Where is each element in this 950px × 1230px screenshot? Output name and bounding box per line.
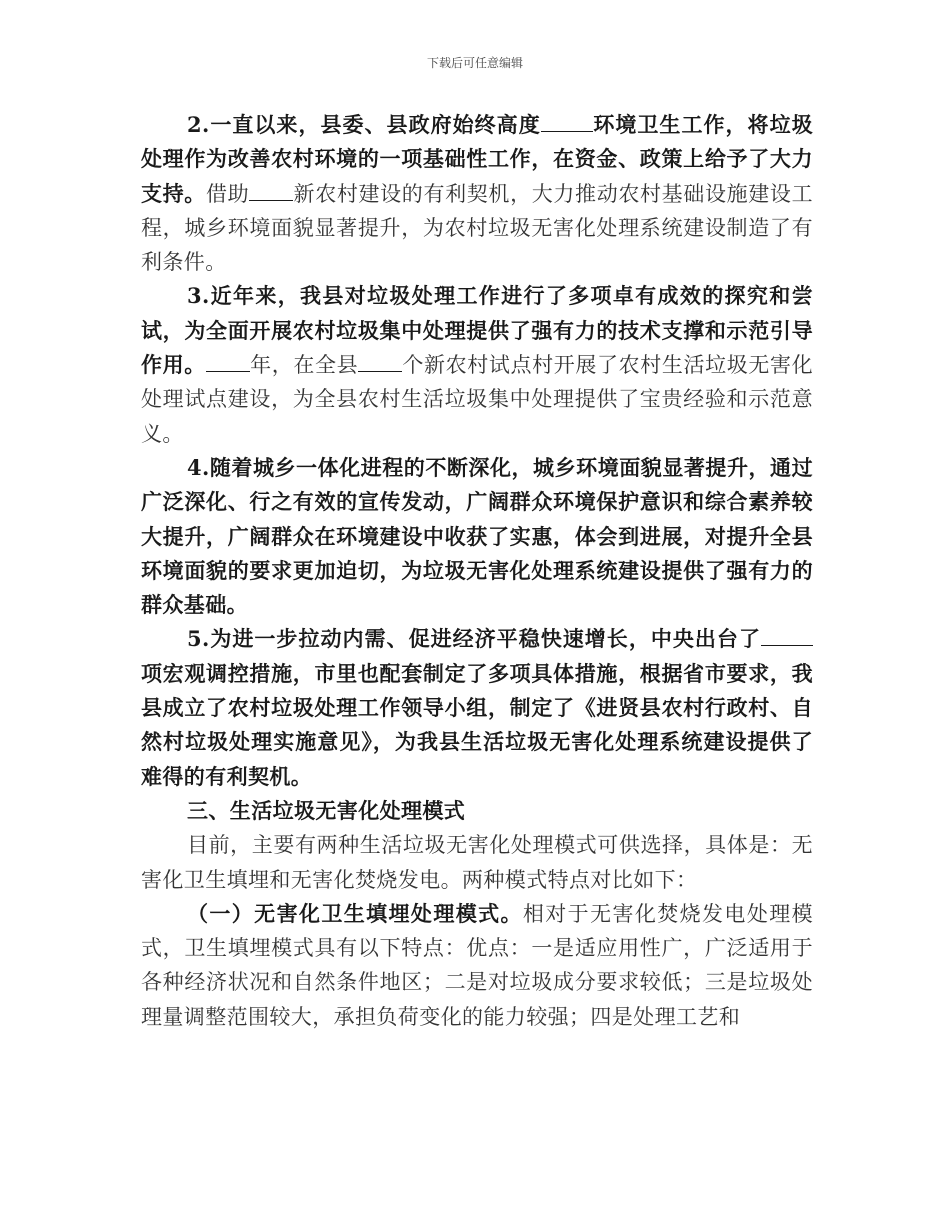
paragraph-6: 目前，主要有两种生活垃圾无害化处理模式可供选择，具体是：无害化卫生填埋和无害化焚烧发电。两种模式特点对比如下： bbox=[141, 833, 813, 892]
paragraph-5-text-b: 项宏观调控措施，市里也配套制定了多项具体措施，根据省市要求，我县成立了农村垃圾处理工作领导小组，制定了《进贤县农村行政村、自然村垃圾处理实施意见》，为我县生活垃圾无害化处理系统建设提供了难得的有利契机。 bbox=[141, 660, 813, 789]
fill-blank bbox=[761, 627, 813, 646]
paragraph-2-text-a: 2.一直以来，县委、县政府始终高度 bbox=[187, 112, 541, 137]
paragraph-7-text: 相对于无害化焚烧发电处理模式，卫生填埋模式具有以下特点：优点：一是适应用性广，广泛适用于各种经济状况和自然条件地区；二是对垃圾成分要求较低；三是垃圾处理量调整范围较大，承担负荷变化的能力较强；四是处理工艺和 bbox=[141, 901, 813, 1029]
paragraph-2 bbox=[141, 108, 813, 279]
paragraph-2-text-d: 新农村建设的有利契机，大力推动农村基础设施建设工程，城乡环境面貌显著提升，为农村垃圾无害化处理系统建设制造了有利条件。 bbox=[141, 181, 813, 275]
subsection-heading: （一）无害化卫生填埋处理模式。 bbox=[187, 900, 523, 926]
paragraph-3-text-b: 年，在全县 bbox=[249, 353, 359, 378]
paragraph-4: 4.随着城乡一体化进程的不断深化，城乡环境面貌显著提升，通过广泛深化、行之有效的宣传发动，广阔群众环境保护意识和综合素养较大提升，广阔群众在环境建设中收获了实惠，体会到进展，对提升全县环境面貌的要求更加迫切，为垃圾无害化处理系统建设提供了强有力的群众基础。 bbox=[141, 454, 813, 618]
document-body bbox=[141, 108, 813, 1034]
paragraph-5 bbox=[141, 622, 813, 793]
paragraph-3 bbox=[141, 279, 813, 450]
fill-blank bbox=[541, 113, 593, 132]
paragraph-2-text-c: 借助 bbox=[205, 181, 250, 206]
fill-blank bbox=[249, 182, 293, 201]
paragraph-7 bbox=[141, 897, 813, 1034]
paragraph-5-text-a: 5.为进一步拉动内需、促进经济平稳快速增长，中央出台了 bbox=[187, 626, 761, 652]
section-heading: 三、生活垃圾无害化处理模式 bbox=[187, 797, 466, 823]
paragraph-3-text-a: 3.近年来，我县对垃圾处理工作进行了多项卓有成效的探究和尝试，为全面开展农村垃圾集中处理提供了强有力的技术支撑和示范引导作用。 bbox=[141, 283, 813, 378]
page-header: 下载后可任意编辑 bbox=[426, 56, 523, 70]
paragraph-2-text-b: 环境卫生工作，将垃圾处理作为改善农村环境的一项基础性工作，在资金、政策上给予了大力支持。 bbox=[141, 112, 813, 206]
fill-blank bbox=[206, 353, 250, 372]
paragraph-3-text-c: 个新农村试点村开展了农村生活垃圾无害化处理试点建设，为全县农村生活垃圾集中处理提供了宝贵经验和示范意义。 bbox=[141, 353, 813, 446]
fill-blank bbox=[358, 353, 402, 372]
